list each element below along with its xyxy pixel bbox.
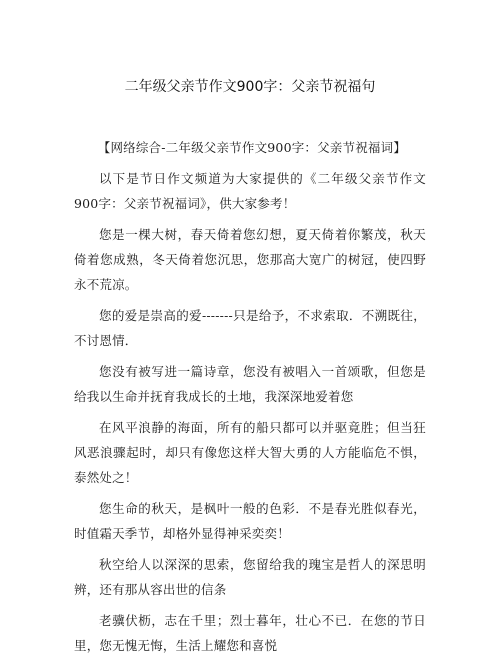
paragraph: 【网络综合-二年级父亲节作文900字：父亲节祝福词】 — [97, 140, 407, 155]
paragraph: 您没有被写进一篇诗章，您没有被唱入一首颂歌，但您是给我以生命并抚育我成长的土地，我深深地爱着您 — [74, 364, 426, 404]
paragraph: 您的爱是崇高的爱-------只是给予，不求索取．不溯既往，不讨恩情． — [74, 308, 426, 348]
paragraph: 老骥伏枥，志在千里；烈士暮年，壮心不已．在您的节日里，您无愧无悔，生活上耀您和喜悦 — [74, 613, 426, 653]
document-body — [74, 135, 426, 664]
paragraph: 秋空给人以深深的思索，您留给我的瑰宝是哲人的深思明辨，还有那从容出世的信条 — [74, 557, 426, 597]
paragraph: 在风平浪静的海面，所有的船只都可以并驱竟胜；但当狂风恶浪骤起时，却只有像您这样大智大勇的人方能临危不惧，泰然处之！ — [74, 420, 426, 485]
document-title: 二年级父亲节作文900字：父亲节祝福句 — [124, 79, 376, 95]
paragraph: 您生命的秋天，是枫叶一般的色彩．不是春光胜似春光，时值霜天季节，却格外显得神采奕奕！ — [74, 501, 426, 541]
paragraph: 您是一棵大树，春天倚着您幻想，夏天倚着你繁茂，秋天倚着您成熟，冬天倚着您沉思，您那高大宽广的树冠，使四野永不荒凉。 — [74, 227, 426, 292]
paragraph: 以下是节日作文频道为大家提供的《二年级父亲节作文900字：父亲节祝福词》，供大家参考！ — [74, 171, 426, 211]
